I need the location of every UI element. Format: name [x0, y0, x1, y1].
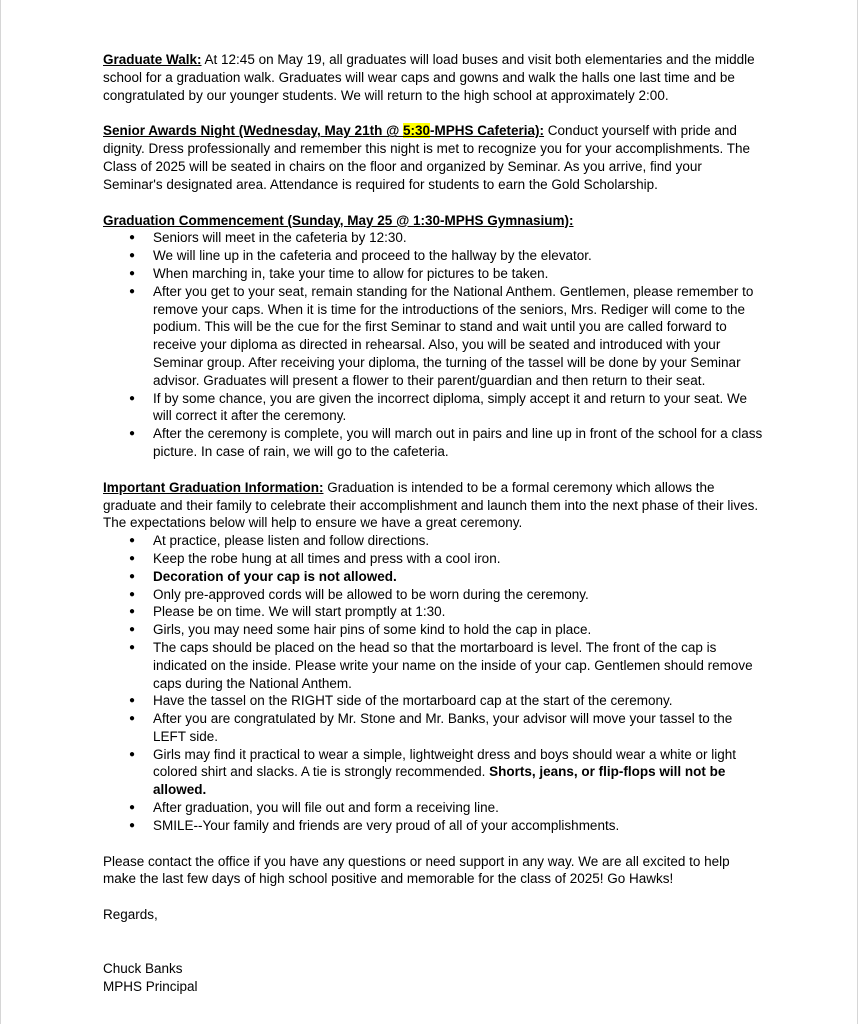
- commencement-section: [103, 212, 765, 461]
- list-item: ● The caps should be placed on the head so that the mortarboard is level. The front of the cap is indicated on the inside. Please write your name on the inside of your cap. Gentlemen should remove caps during the National Anthem.: [103, 639, 765, 692]
- graduate-walk-text: At 12:45 on May 19, all graduates will load buses and visit both elementaries and the middle school for a graduation walk. Graduates will wear caps and gowns and walk the halls one last time and be congratulated by our younger students. We will return to the high school at approximately 2:00.: [103, 52, 755, 103]
- list-item: ● Girls, you may need some hair pins of some kind to hold the cap in place.: [103, 621, 765, 639]
- list-item: ● If by some chance, you are given the incorrect diploma, simply accept it and return to your seat. We will correct it after the ceremony.: [103, 390, 765, 426]
- important-info-list: [103, 532, 765, 835]
- signature-title: MPHS Principal: [103, 978, 198, 994]
- list-item: ● Only pre-approved cords will be allowed to be worn during the ceremony.: [103, 586, 765, 604]
- awards-night-heading-start: Senior Awards Night (Wednesday, May 21th @: [103, 123, 403, 139]
- commencement-heading: Graduation Commencement (Sunday, May 25 @ 1:30-MPHS Gymnasium):: [103, 212, 574, 228]
- list-item: ● After you are congratulated by Mr. Stone and Mr. Banks, your advisor will move your tassel to the LEFT side.: [103, 710, 765, 746]
- list-item: ● We will line up in the cafeteria and proceed to the hallway by the elevator.: [103, 247, 765, 265]
- dress-code-restriction: Shorts, jeans, or flip-flops will not be allowed.: [153, 764, 726, 798]
- list-item: ● After the ceremony is complete, you will march out in pairs and line up in front of the school for a class picture. In case of rain, we will go to the cafeteria.: [103, 425, 765, 461]
- awards-night-time-highlight: 5:30: [402, 123, 431, 139]
- regards-line: Regards,: [103, 907, 158, 923]
- important-info-paragraph: [103, 479, 765, 532]
- graduate-walk-heading: Graduate Walk:: [103, 52, 202, 67]
- list-item: ● SMILE--Your family and friends are very proud of all of your accomplishments.: [103, 817, 765, 835]
- letter-body: [103, 51, 765, 996]
- signature-name: Chuck Banks: [103, 961, 183, 977]
- awards-night-text: Conduct yourself with pride and dignity. Dress professionally and remember this night is met to recognize you for your accomplishments. The Class of 2025 will be seated in chairs on the floor and organized by Seminar. As you arrive, find your Seminar's designated area. Attendance is required for students to earn the Gold Scholarship.: [103, 123, 751, 192]
- awards-night-heading-end: -MPHS Cafeteria):: [430, 123, 545, 139]
- list-item: [103, 746, 765, 799]
- closing-paragraph: Please contact the office if you have any questions or need support in any way. We are all excited to help make the last few days of high school positive and memorable for the class of 2025! Go Hawks!: [103, 853, 730, 887]
- list-item: ● When marching in, take your time to allow for pictures to be taken.: [103, 265, 765, 283]
- awards-night-heading: [103, 123, 544, 138]
- list-item: ● Keep the robe hung at all times and press with a cool iron.: [103, 550, 765, 568]
- list-item: ● Please be on time. We will start promptly at 1:30.: [103, 603, 765, 621]
- list-item: ● After you get to your seat, remain standing for the National Anthem. Gentlemen, please remember to remove your caps. When it is time for the introductions of the seniors, Mrs. Rediger will come to the podium. This will be the cue for the first Seminar to stand and wait until you are called forward to receive your diploma as directed in rehearsal. Also, you will be seated and introduced with your Seminar group. After receiving your diploma, the turning of the tassel will be done by your Seminar advisor. Graduates will present a flower to their parent/guardian and then return to their seat.: [103, 283, 765, 390]
- list-item: ● At practice, please listen and follow directions.: [103, 532, 765, 550]
- list-item: ● Have the tassel on the RIGHT side of the mortarboard cap at the start of the ceremony.: [103, 692, 765, 710]
- list-item: ● Decoration of your cap is not allowed.: [103, 568, 765, 586]
- important-info-text: Graduation is intended to be a formal ceremony which allows the graduate and their family to celebrate their accomplishment and launch them into the next phase of their lives. The expectations below will help to ensure we have a great ceremony.: [103, 479, 759, 531]
- list-item: ● Seniors will meet in the cafeteria by 12:30.: [103, 229, 765, 247]
- dress-code-text: Girls may find it practical to wear a simple, lightweight dress and boys should wear a white or light colored shirt and slacks. A tie is strongly recommended.: [153, 746, 737, 780]
- signature-space: [103, 924, 765, 960]
- list-item: ● After graduation, you will file out and form a receiving line.: [103, 799, 765, 817]
- graduate-walk-paragraph: [103, 51, 765, 104]
- important-info-section: [103, 479, 765, 835]
- important-info-heading: Important Graduation Information:: [103, 479, 324, 495]
- awards-night-paragraph: [103, 122, 765, 193]
- commencement-list: [103, 229, 765, 460]
